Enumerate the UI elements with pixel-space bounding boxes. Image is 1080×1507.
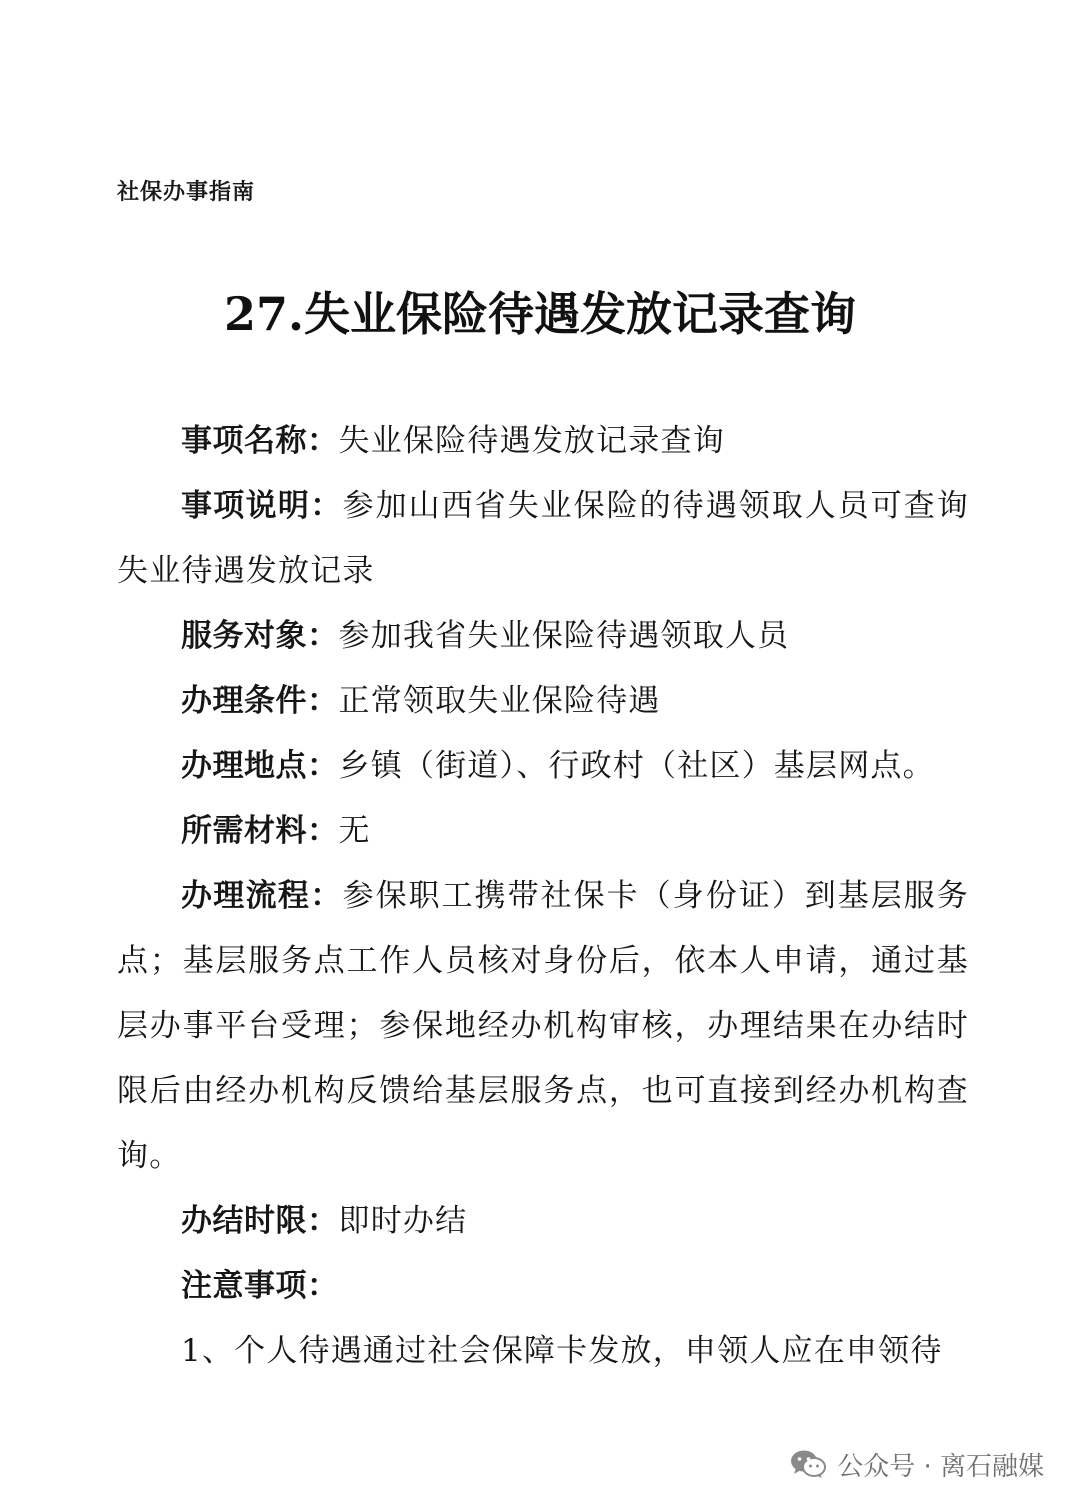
watermark (789, 1441, 1044, 1487)
document-title: 27.失业保险待遇发放记录查询 (223, 287, 857, 341)
item-description (117, 474, 969, 604)
item-time-limit-label: 办结时限： (181, 1203, 339, 1239)
header-label: 社保办事指南 (117, 180, 256, 205)
item-description-value: 参加山西省失业保险的待遇领取人员可查询失业待遇发放记录 (117, 488, 969, 589)
item-conditions (117, 669, 969, 734)
item-materials (117, 799, 969, 864)
item-location (117, 734, 969, 799)
item-notes-label: 注意事项： (181, 1268, 339, 1304)
item-conditions-label: 办理条件： (181, 683, 339, 719)
watermark-text: 公众号 · 离石融媒 (837, 1451, 1044, 1482)
item-time-limit (117, 1189, 969, 1254)
item-service-target (117, 604, 969, 669)
item-materials-value: 无 (338, 813, 371, 849)
item-materials-label: 所需材料： (181, 813, 339, 849)
item-service-target-label: 服务对象： (181, 618, 339, 654)
item-name (117, 409, 969, 474)
item-process (117, 864, 969, 1189)
item-process-value: 参保职工携带社保卡（身份证）到基层服务点；基层服务点工作人员核对身份后，依本人申请，通过基层办事平台受理；参保地经办机构审核，办理结果在办结时限后由经办机构反馈给基层服务点，也可直接到经办机构查询。 (117, 878, 969, 1174)
item-location-label: 办理地点： (181, 748, 339, 784)
item-name-label: 事项名称： (181, 423, 339, 459)
item-service-target-value: 参加我省失业保险待遇领取人员 (338, 618, 790, 654)
document-body (117, 409, 969, 1384)
item-location-value: 乡镇（街道）、行政村（社区）基层网点。 (338, 748, 935, 784)
item-process-label: 办理流程： (181, 878, 343, 914)
item-name-value: 失业保险待遇发放记录查询 (338, 423, 725, 459)
note-1: 1、个人待遇通过社会保障卡发放，申领人应在申领待 (181, 1333, 943, 1369)
item-description-label: 事项说明： (181, 488, 343, 524)
item-notes (117, 1254, 969, 1319)
wechat-icon (789, 1448, 827, 1480)
item-time-limit-value: 即时办结 (338, 1203, 468, 1239)
item-conditions-value: 正常领取失业保险待遇 (338, 683, 661, 719)
